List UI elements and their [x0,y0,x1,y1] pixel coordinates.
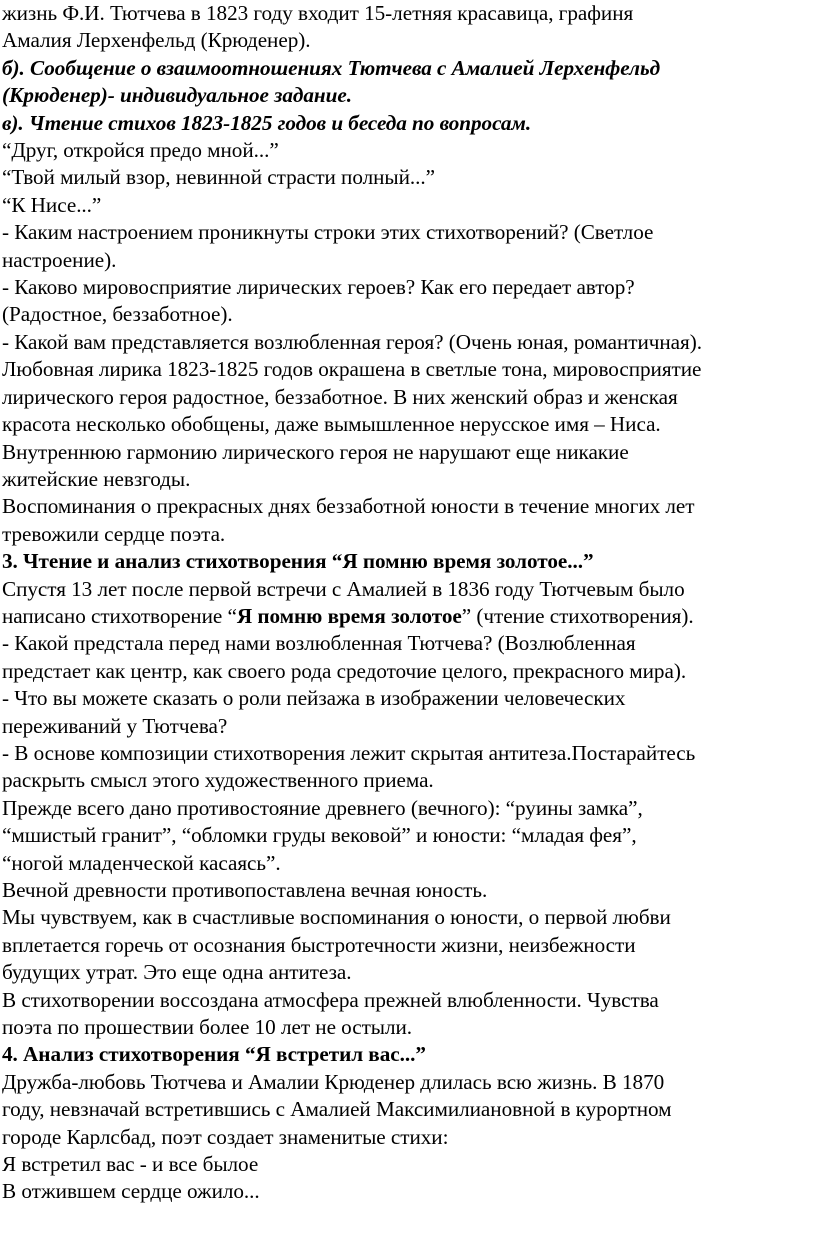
text-line: Вечной древности противопоставлена вечная юность. [2,878,488,902]
text-line [2,603,816,630]
text-line: поэта по прошествии более 10 лет не остыли. [2,1015,413,1040]
text-line: (Крюденер)- индивидуальное задание. [2,83,352,108]
text-line: Любовная лирика 1823-1825 годов окрашена в светлые тона, мировосприятие [2,357,702,382]
text-line: - Что вы можете сказать о роли пейзажа в изображении человеческих [2,686,626,711]
text-line: - Какой вам представляется возлюбленная героя? (Очень юная, романтичная). [2,329,702,354]
text-line: городе Карлсбад, поэт создает знаменитые стихи: [2,1124,449,1149]
text-line: раскрыть смысл этого художественного приема. [2,768,434,793]
text-line: - Каково мировосприятие лирических героев? Как его передает автор? [2,275,635,300]
text-line: В стихотворении воссоздана атмосфера прежней влюбленности. Чувства [2,987,659,1012]
text-line: будущих утрат. Это еще одна антитеза. [2,960,352,985]
text-run: написано стихотворение “ [2,603,237,628]
text-line: житейские невзгоды. [2,466,191,491]
text-line: переживаний у Тютчева? [2,713,228,738]
text-line: тревожили сердце поэта. [2,521,226,546]
text-line: Мы чувствуем, как в счастливые воспоминания о юности, о первой любви [2,905,671,930]
text-line: в). Чтение стихов 1823-1825 годов и беседа по вопросам. [2,110,532,135]
text-line: “мшистый гранит”, “обломки груды вековой” и юности: “младая фея”, [2,823,637,848]
text-line: “К Нисе...” [2,192,102,217]
text-line: В отжившем сердце ожило... [2,1179,260,1204]
text-line: предстает как центр, как своего рода средоточие целого, прекрасного мира). [2,658,687,683]
text-line: - В основе композиции стихотворения лежит скрытая антитеза.Постарайтесь [2,740,696,765]
text-line: лирического героя радостное, беззаботное. В них женский образ и женская [2,384,678,409]
text-line: жизнь Ф.И. Тютчева в 1823 году входит 15-летняя красавица, графиня [2,1,634,25]
text-line: вплетается горечь от осознания быстротечности жизни, неизбежности [2,932,636,957]
text-line: - Какой предстала перед нами возлюбленная Тютчева? (Возлюбленная [2,631,636,656]
text-line: году, невзначай встретившись с Амалией Максимилиановной в курортном [2,1097,672,1122]
text-line: настроение). [2,247,117,272]
text-line: Я встретил вас - и все былое [2,1152,259,1177]
text-line: Дружба-любовь Тютчева и Амалии Крюденер длилась всю жизнь. В 1870 [2,1069,665,1094]
text-line: Прежде всего дано противостояние древнего (вечного): “руины замка”, [2,795,643,820]
text-line: “ногой младенческой касаясь”. [2,850,281,875]
text-line: б). Сообщение о взаимоотношениях Тютчева с Амалией Лерхенфельд [2,55,661,80]
text-line: (Радостное, беззаботное). [2,302,233,327]
text-line: Спустя 13 лет после первой встречи с Амалией в 1836 году Тютчевым было [2,576,685,601]
text-line: “Друг, откройся предо мной...” [2,138,279,163]
text-line: красота несколько обобщены, даже вымышленное нерусское имя – Ниса. [2,412,661,437]
text-line: Воспоминания о прекрасных днях беззаботной юности в течение многих лет [2,494,695,519]
text-line: Внутреннюю гармонию лирического героя не нарушают еще никакие [2,439,629,464]
text-run: ” (чтение стихотворения). [461,603,694,628]
text-line: Амалия Лерхенфельд (Крюденер). [2,28,311,53]
text-run: Я помню время золотое [236,603,462,628]
text-line: 3. Чтение и анализ стихотворения “Я помню время золотое...” [2,549,594,574]
text-line: “Твой милый взор, невинной страсти полный...” [2,165,435,190]
text-line: - Каким настроением проникнуты строки этих стихотворений? (Светлое [2,220,654,245]
text-line: 4. Анализ стихотворения “Я встретил вас...” [2,1042,426,1067]
